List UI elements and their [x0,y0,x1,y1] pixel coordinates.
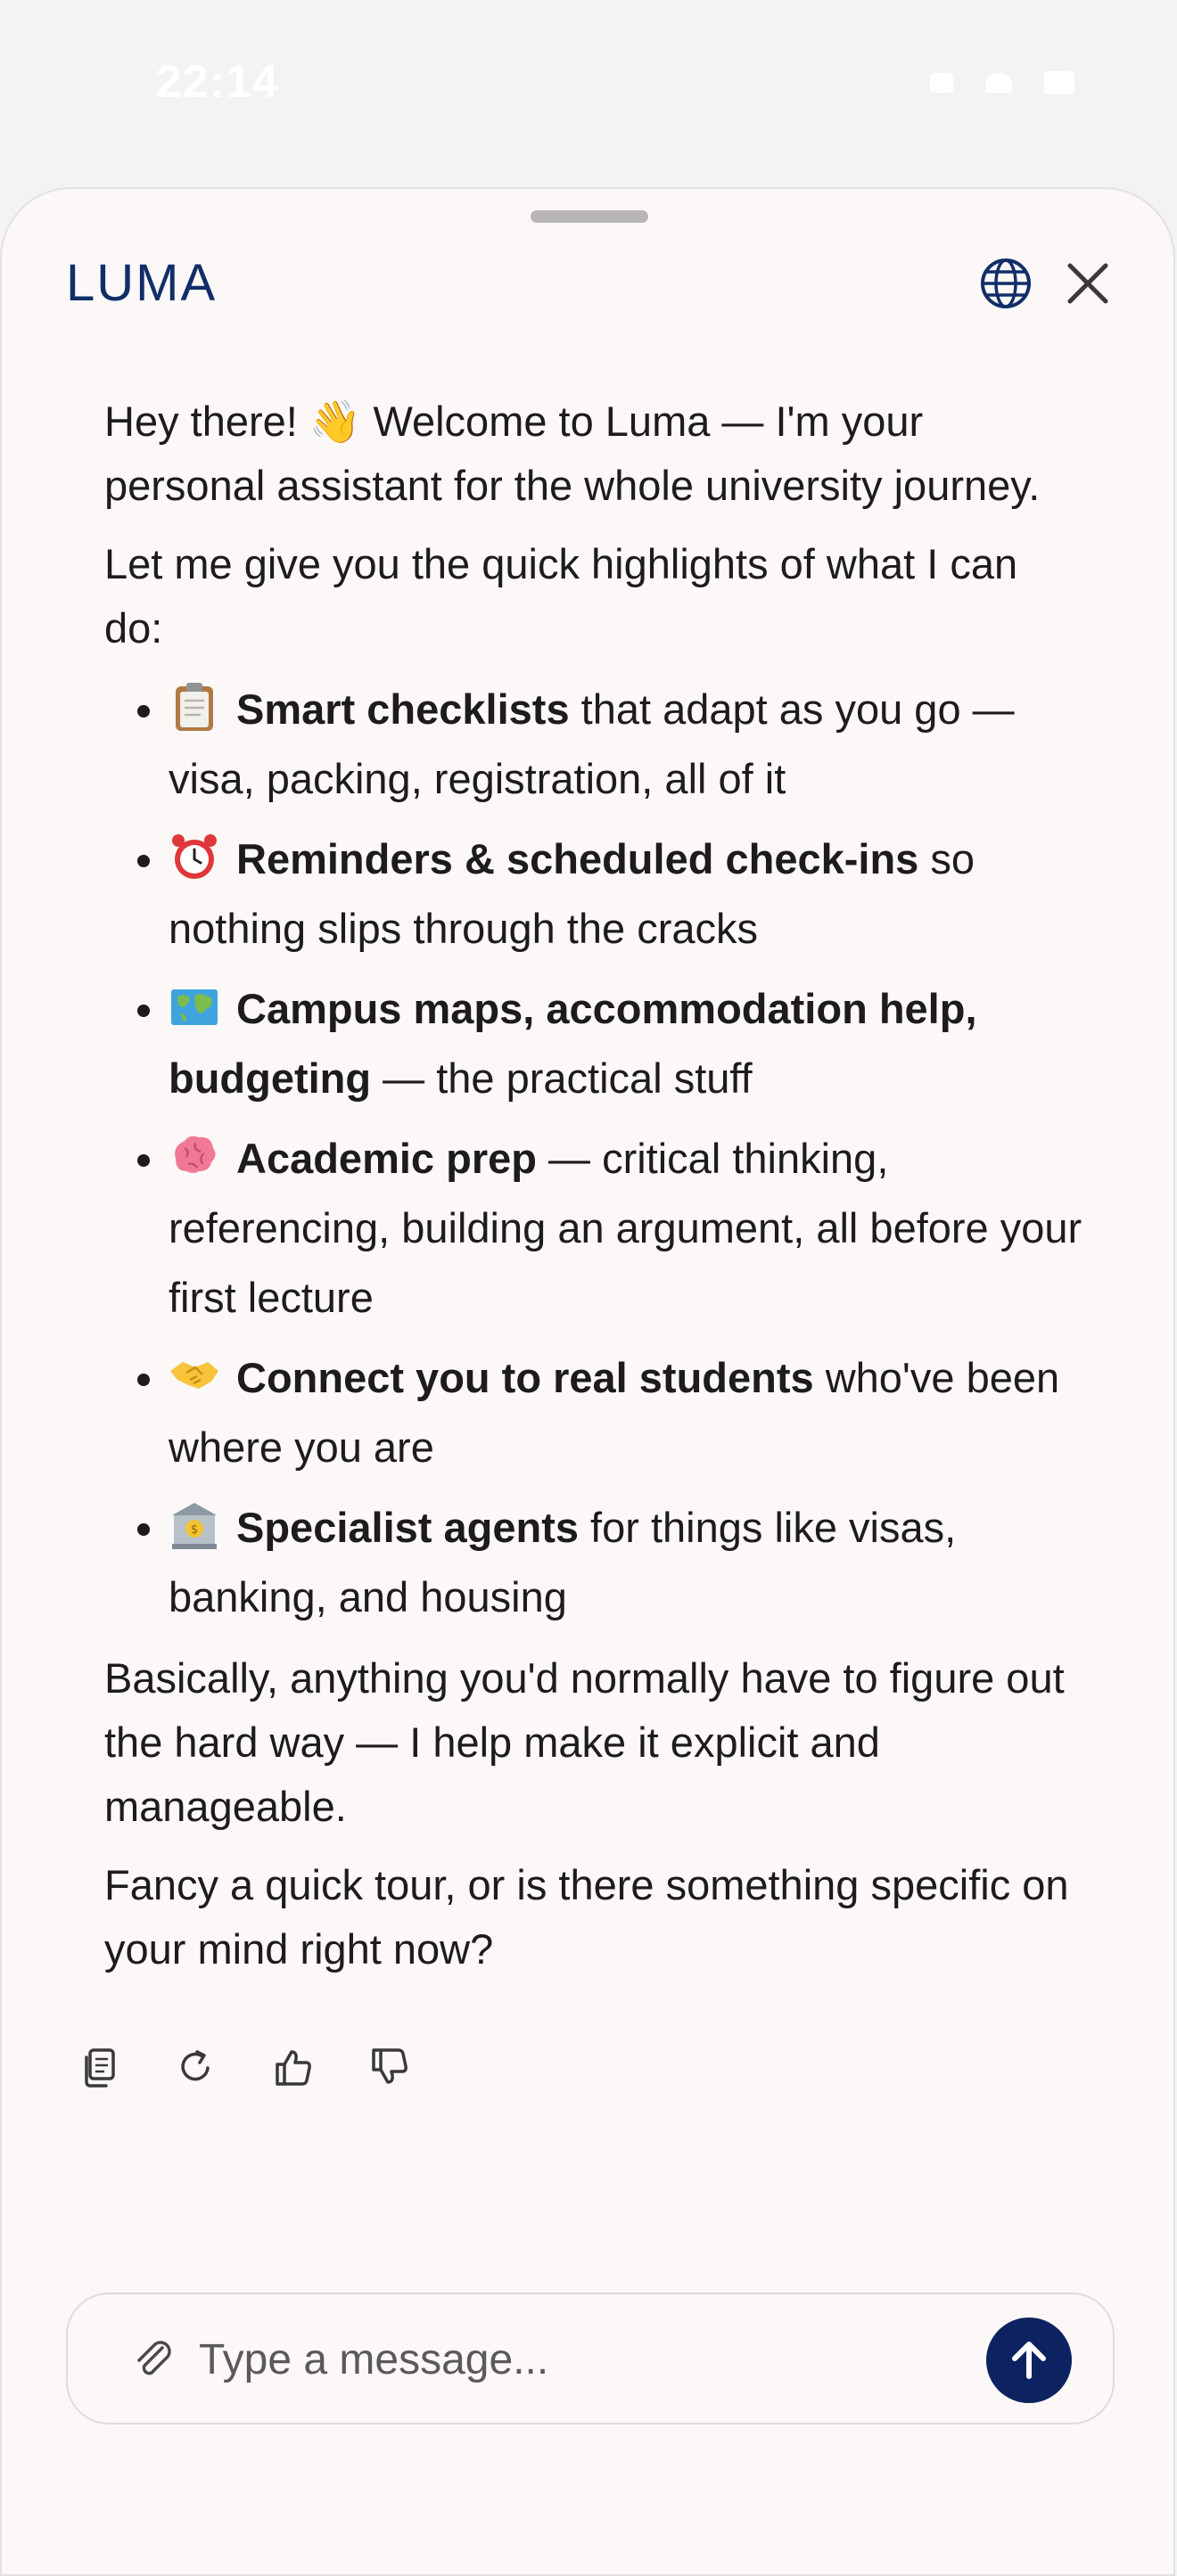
brain-emoji [169,1130,220,1182]
list-item: • Academic prep — critical thinking, referencing, building an argument, all before your first lecture [169,1124,1085,1333]
handshake-emoji [169,1350,220,1401]
wifi-icon [985,73,1012,93]
send-button[interactable] [986,2318,1072,2403]
status-time: 22:14 [156,56,279,108]
bank-emoji [169,1499,220,1551]
list-item: • Reminders & scheduled check-ins so nothing slips through the cracks [169,824,1085,964]
message-intro: Hey there! 👋 Welcome to Luma — I'm your personal assistant for the whole university journey. [104,398,1041,509]
thumbs-down-icon[interactable] [366,2045,411,2089]
list-item: • $ Specialist agents for things like visas, banking, and housing [169,1493,1085,1632]
list-item: • Campus maps, accommodation help, budgeting — the practical stuff [169,974,1085,1113]
signal-icon [930,73,953,93]
thumbs-up-icon[interactable] [270,2045,315,2089]
clipboard-emoji [169,681,220,733]
assistant-message [104,390,1085,1996]
copy-icon[interactable] [78,2045,122,2089]
message-summary: Basically, anything you'd normally have to figure out the hard way — I help make it explicit and manageable. [104,1654,1065,1830]
list-item: • Smart checklists that adapt as you go — visa, packing, registration, all of it [169,675,1085,814]
svg-text:$: • $ [190,1523,199,1537]
message-composer [66,2293,1115,2424]
alarm-clock-emoji [169,831,220,882]
globe-icon[interactable] [979,257,1033,310]
message-input[interactable] [197,2321,959,2398]
regenerate-icon[interactable] [174,2045,218,2089]
message-actions [78,2045,411,2089]
arrow-up-icon [986,2318,1072,2403]
message-question: Fancy a quick tour, or is there something specific on your mind right now? [104,1861,1069,1973]
feature-list [104,675,1085,1632]
assistant-sheet [0,187,1175,2576]
message-lead: Let me give you the quick highlights of what I can do: [104,540,1018,652]
list-item: • Connect you to real students who've been where you are [169,1343,1085,1482]
world-map-emoji [169,980,220,1032]
app-title: LUMA [66,254,218,312]
battery-icon [1044,71,1074,94]
close-icon[interactable] [1065,260,1111,307]
sheet-grabber[interactable] [531,210,648,223]
paperclip-icon[interactable] [130,2335,177,2382]
status-bar [0,0,1177,178]
status-icons [930,71,1074,94]
